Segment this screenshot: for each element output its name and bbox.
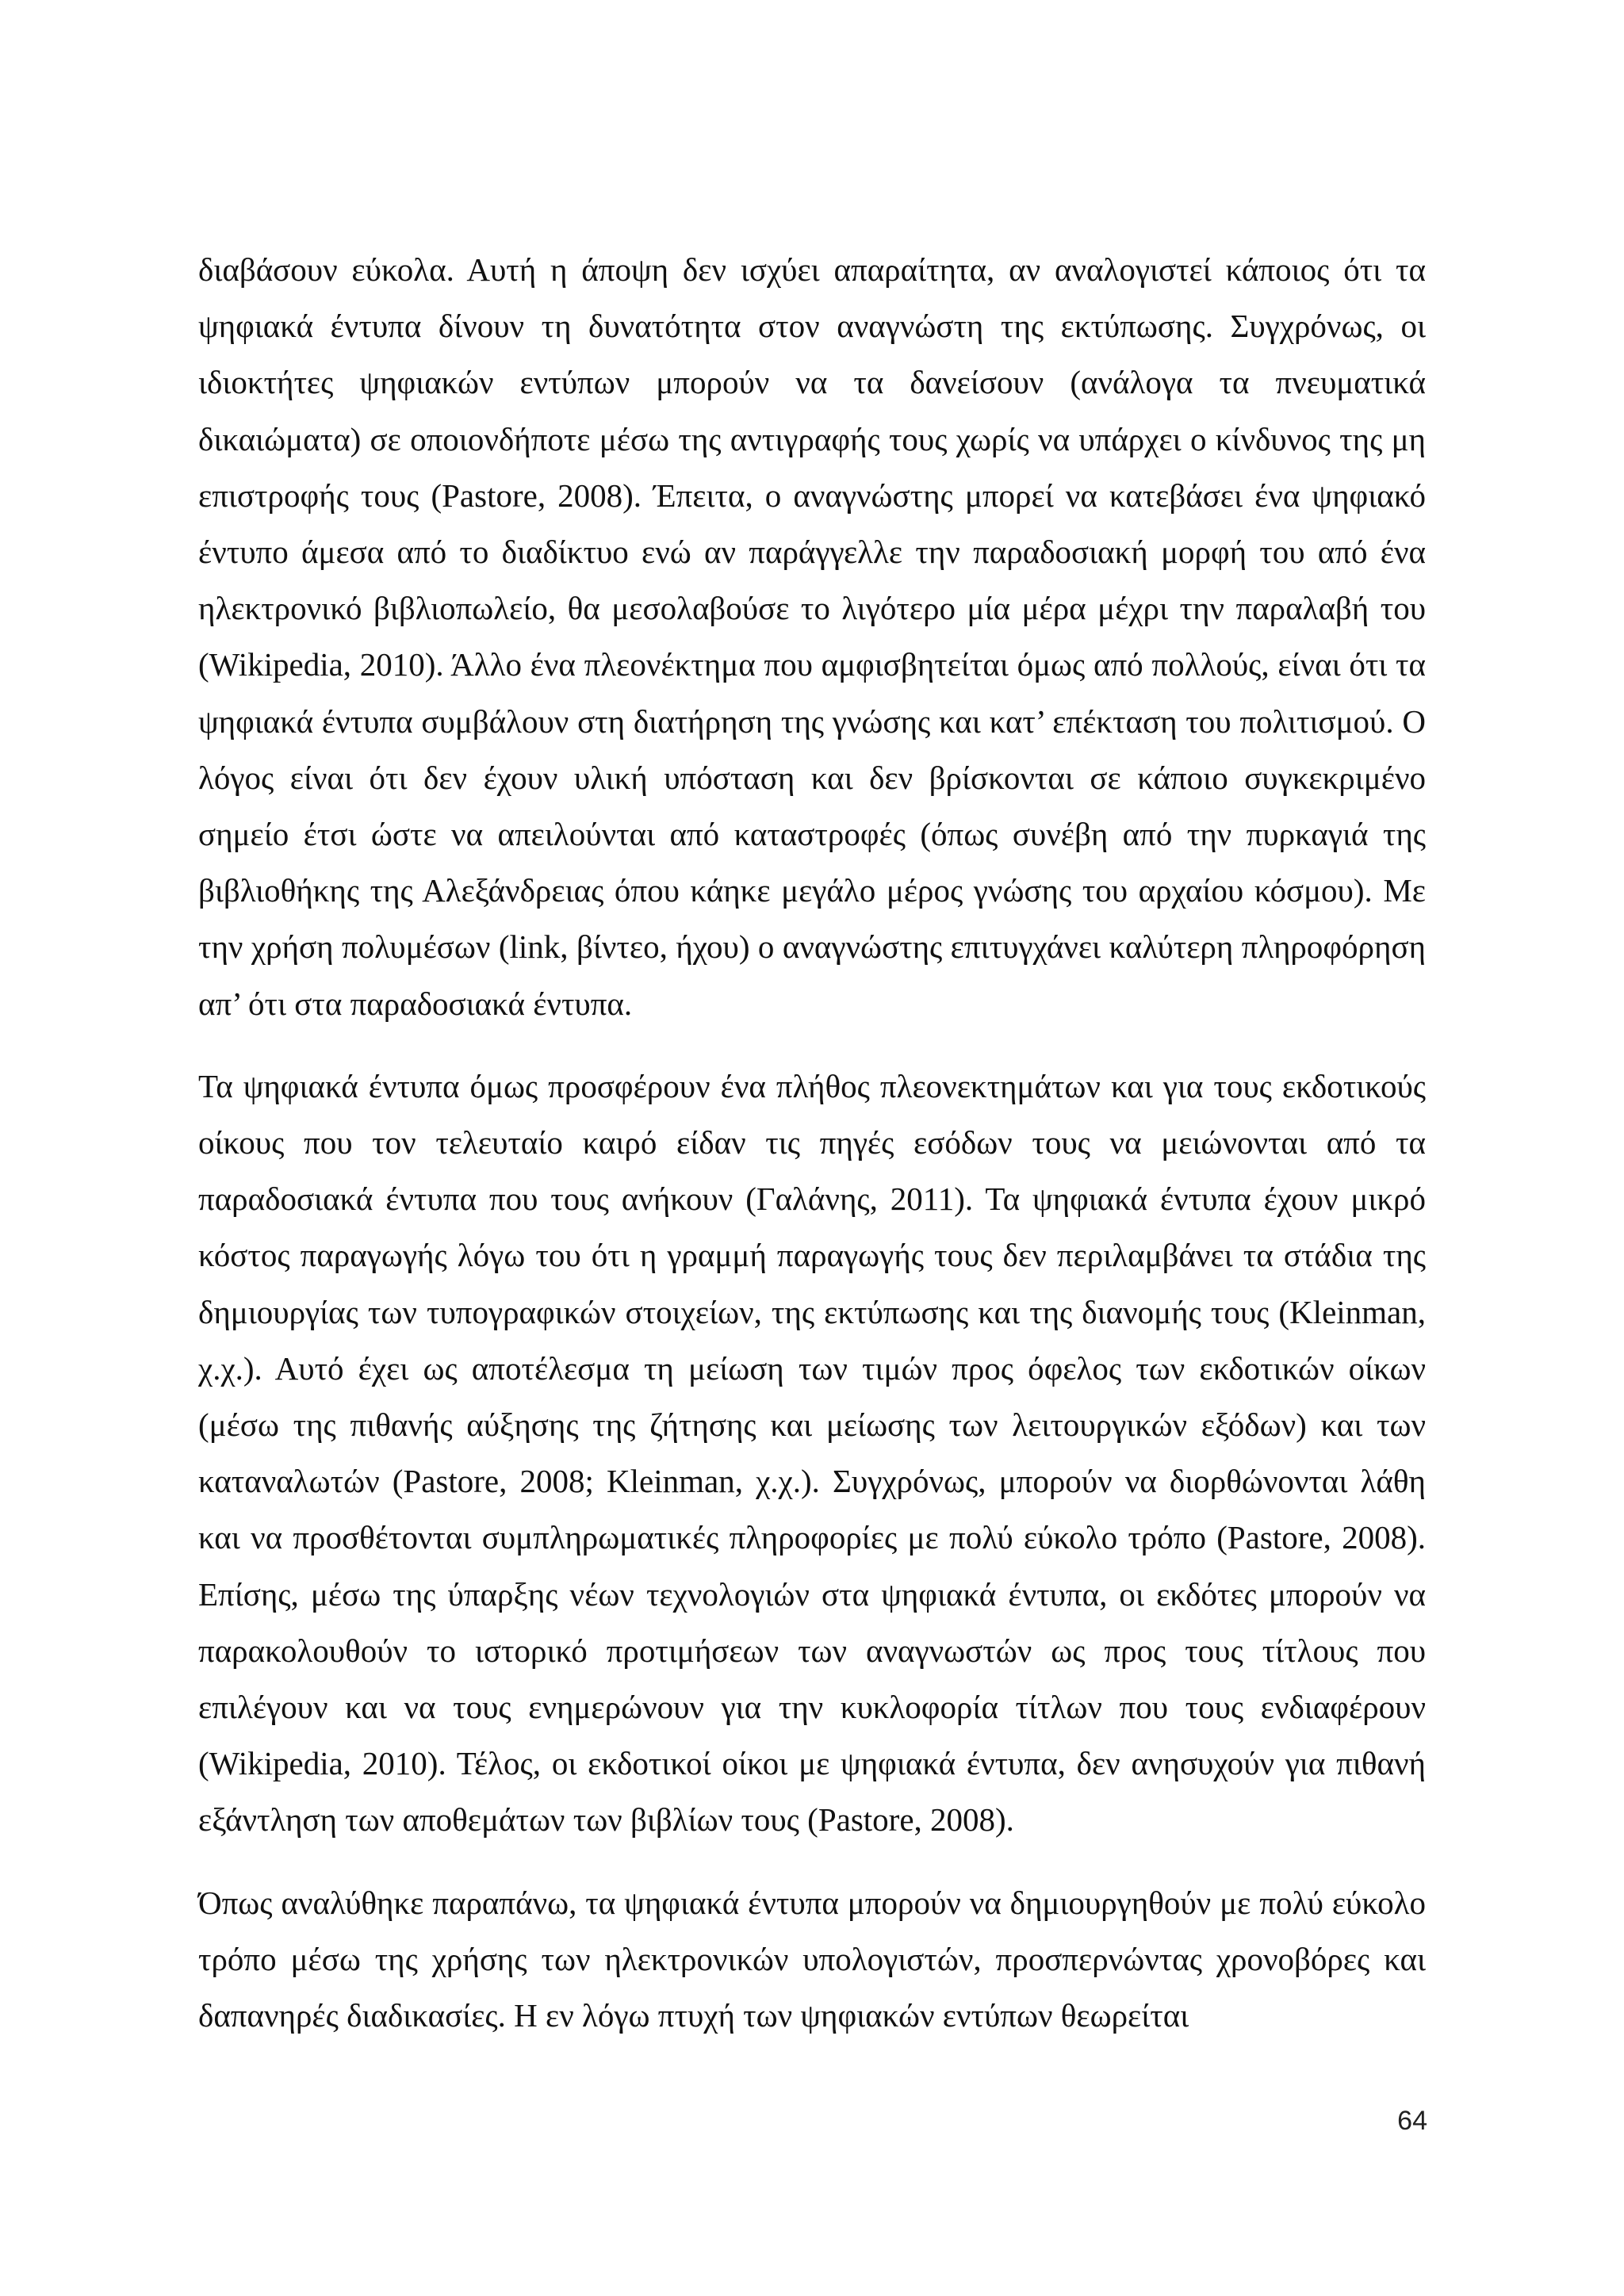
paragraph-3: Όπως αναλύθηκε παραπάνω, τα ψηφιακά έντυπα μπορούν να δημιουργηθούν με πολύ εύκολο τρόπο μέσω της χρήσης των ηλεκτρονικών υπολογιστών, προσπερνώντας χρονοβόρες και δαπανηρές διαδικασίες. Η εν λόγω πτυχή των ψηφιακών εντύπων θεωρείται [198, 1884, 1426, 2034]
page-number: 64 [1397, 2106, 1427, 2136]
paragraph-1: διαβάσουν εύκολα. Αυτή η άποψη δεν ισχύει απαραίτητα, αν αναλογιστεί κάποιος ότι τα ψηφιακά έντυπα δίνουν τη δυνατότητα στον αναγνώστη της εκτύπωσης. Συγχρόνως, οι ιδιοκτήτες ψηφιακών εντύπων μπορούν να τα δανείσουν (ανάλογα τα πνευματικά δικαιώματα) σε οποιονδήποτε μέσω της αντιγραφής τους χωρίς να υπάρχει ο κίνδυνος της μη επιστροφής τους (Pastore, 2008). Έπειτα, ο αναγνώστης μπορεί να κατεβάσει ένα ψηφιακό έντυπο άμεσα από το διαδίκτυο ενώ αν παράγγελλε την παραδοσιακή μορφή του από ένα ηλεκτρονικό βιβλιοπωλείο, θα μεσολαβούσε το λιγότερο μία μέρα μέχρι την παραλαβή του (Wikipedia, 2010). Άλλο ένα πλεονέκτημα που αμφισβητείται όμως από πολλούς, είναι ότι τα ψηφιακά έντυπα συμβάλουν στη διατήρηση της γνώσης και κατ’ επέκταση του πολιτισμού. Ο λόγος είναι ότι δεν έχουν υλική υπόσταση και δεν βρίσκονται σε κάποιο συγκεκριμένο σημείο έτσι ώστε να απειλούνται από καταστροφές (όπως συνέβη από την πυρκαγιά της βιβλιοθήκης της Αλεξάνδρειας όπου κάηκε μεγάλο μέρος γνώσης του αρχαίου κόσμου). Με την χρήση πολυμέσων (link, βίντεο, ήχου) ο αναγνώστης επιτυγχάνει καλύτερη πληροφόρηση απ’ ότι στα παραδοσιακά έντυπα. [198, 251, 1426, 1022]
body-text [198, 242, 1426, 2044]
paragraph-2: Τα ψηφιακά έντυπα όμως προσφέρουν ένα πλήθος πλεονεκτημάτων και για τους εκδοτικούς οίκους που τον τελευταίο καιρό είδαν τις πηγές εσόδων τους να μειώνονται από τα παραδοσιακά έντυπα που τους ανήκουν (Γαλάνης, 2011). Τα ψηφιακά έντυπα έχουν μικρό κόστος παραγωγής λόγω του ότι η γραμμή παραγωγής τους δεν περιλαμβάνει τα στάδια της δημιουργίας των τυπογραφικών στοιχείων, της εκτύπωσης και της διανομής τους (Kleinman, χ.χ.). Αυτό έχει ως αποτέλεσμα τη μείωση των τιμών προς όφελος των εκδοτικών οίκων (μέσω της πιθανής αύξησης της ζήτησης και μείωσης των λειτουργικών εξόδων) και των καταναλωτών (Pastore, 2008; Kleinman, χ.χ.). Συγχρόνως, μπορούν να διορθώνονται λάθη και να προσθέτονται συμπληρωματικές πληροφορίες με πολύ εύκολο τρόπο (Pastore, 2008). Επίσης, μέσω της ύπαρξης νέων τεχνολογιών στα ψηφιακά έντυπα, οι εκδότες μπορούν να παρακολουθούν το ιστορικό προτιμήσεων των αναγνωστών ως προς τους τίτλους που επιλέγουν και να τους ενημερώνουν για την κυκλοφορία τίτλων που τους ενδιαφέρουν (Wikipedia, 2010). Τέλος, οι εκδοτικοί οίκοι με ψηφιακά έντυπα, δεν ανησυχούν για πιθανή εξάντληση των αποθεμάτων των βιβλίων τους (Pastore, 2008). [198, 1067, 1426, 1839]
